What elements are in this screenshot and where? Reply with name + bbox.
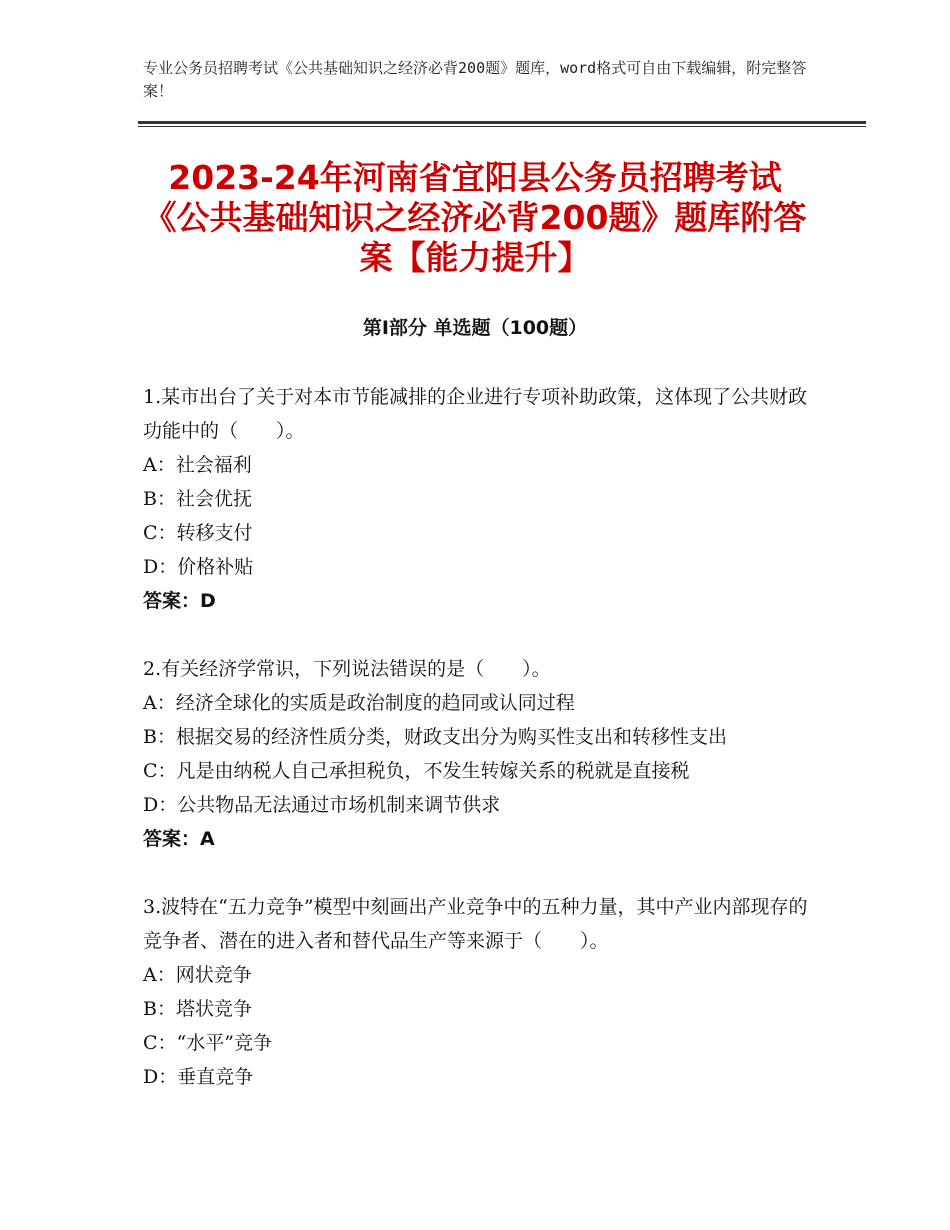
question-1: [143, 380, 813, 618]
answer: 答案：D: [143, 590, 216, 612]
option-d: D：公共物品无法通过市场机制来调节供求: [143, 794, 501, 816]
question-stem: 1.某市出台了关于对本市节能减排的企业进行专项补助政策，这体现了公共财政功能中的（ ）。: [143, 386, 808, 442]
option-c: C：“水平”竞争: [143, 1032, 272, 1054]
option-c: C：转移支付: [143, 522, 253, 544]
header-divider-thick: [138, 121, 866, 124]
option-b: B：塔状竞争: [143, 998, 252, 1020]
option-b: B：社会优抚: [143, 488, 252, 510]
header-divider-thin: [138, 126, 866, 127]
option-c: C：凡是由纳税人自己承担税负，不发生转嫁关系的税就是直接税: [143, 760, 690, 782]
section-heading: 第Ⅰ部分 单选题（100题）: [362, 317, 588, 339]
option-a: A：经济全球化的实质是政治制度的趋同或认同过程: [143, 692, 575, 714]
option-b: B：根据交易的经济性质分类，财政支出分为购买性支出和转移性支出: [143, 726, 727, 748]
option-d: D：价格补贴: [143, 556, 254, 578]
question-2: [143, 652, 813, 856]
question-stem: 3.波特在“五力竞争”模型中刻画出产业竞争中的五种力量，其中产业内部现存的竞争者、潜在的进入者和替代品生产等来源于（ ）。: [143, 896, 808, 952]
option-a: A：网状竞争: [143, 964, 252, 986]
question-stem: 2.有关经济学常识，下列说法错误的是（ ）。: [143, 658, 551, 680]
option-a: A：社会福利: [143, 454, 252, 476]
header-note: 专业公务员招聘考试《公共基础知识之经济必背200题》题库，word格式可自由下载编辑，附完整答案！: [143, 59, 807, 100]
question-3: [143, 890, 813, 1094]
answer: 答案：A: [143, 828, 215, 850]
option-d: D：垂直竞争: [143, 1066, 254, 1088]
document-title: 2023-24年河南省宜阳县公务员招聘考试《公共基础知识之经济必背200题》题库附答案【能力提升】: [143, 158, 807, 277]
question-list: [143, 380, 813, 1128]
